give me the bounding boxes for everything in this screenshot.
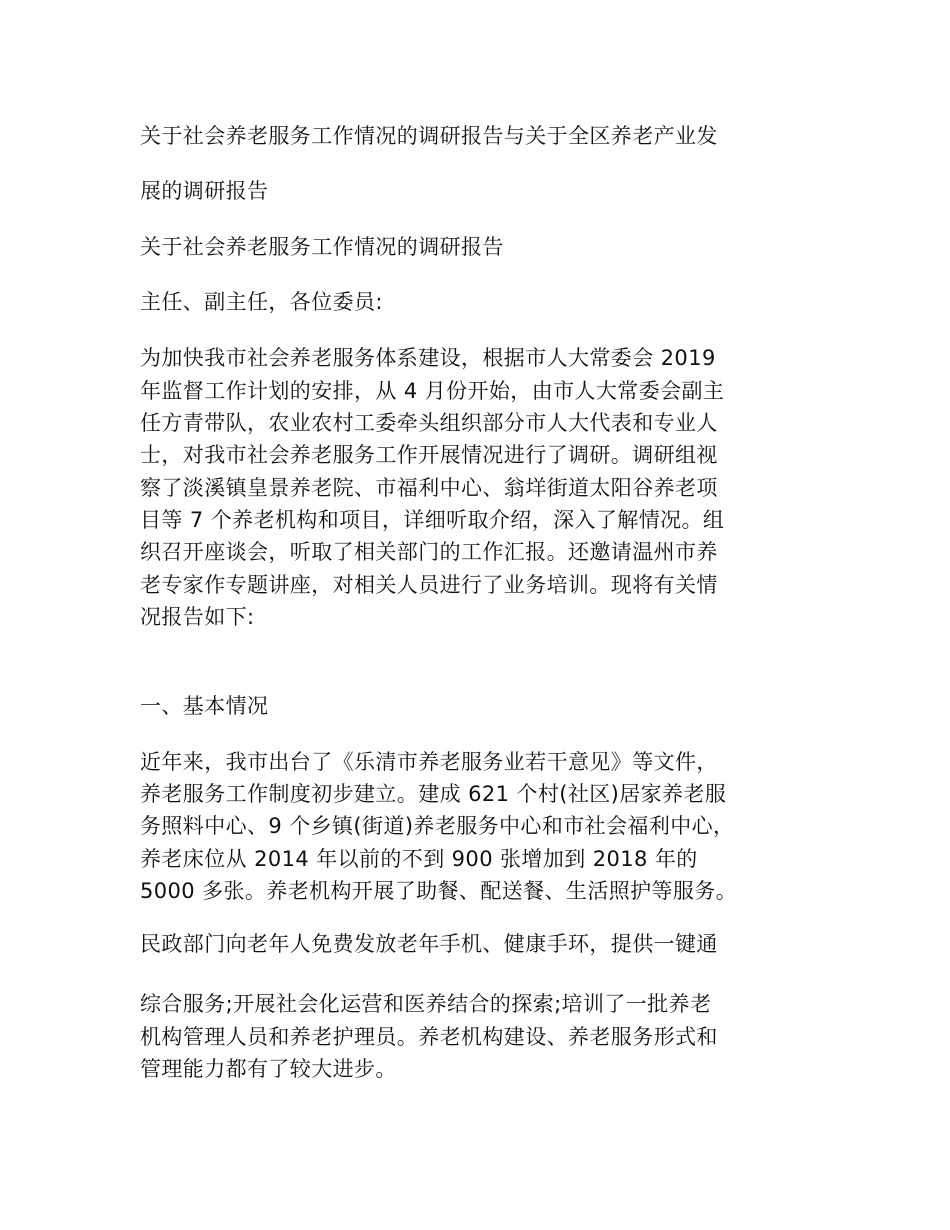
basic-paragraph-line-5: 5000 多张。养老机构开展了助餐、配送餐、生活照护等服务。 xyxy=(140,879,738,903)
intro-paragraph-line-4: 士，对我市社会养老服务工作开展情况进行了调研。调研组视 xyxy=(140,443,718,467)
section-heading: 一、基本情况 xyxy=(140,694,269,718)
basic-paragraph-line-2: 养老服务工作制度初步建立。建成 621 个村(社区)居家养老服 xyxy=(140,782,727,806)
intro-paragraph-line-9: 况报告如下: xyxy=(140,605,255,629)
salutation: 主任、副主任，各位委员: xyxy=(140,290,383,314)
intro-paragraph-line-6: 目等 7 个养老机构和项目，详细听取介绍，深入了解情况。组 xyxy=(140,508,725,532)
intro-paragraph-line-5: 察了淡溪镇皇景养老院、市福利中心、翁垟街道太阳谷养老项 xyxy=(140,476,718,500)
basic-paragraph-line-9: 管理能力都有了较大进步。 xyxy=(140,1057,397,1081)
document-title-line-2: 展的调研报告 xyxy=(140,179,269,203)
intro-paragraph-line-8: 老专家作专题讲座，对相关人员进行了业务培训。现将有关情 xyxy=(140,573,718,597)
intro-paragraph-line-7: 织召开座谈会，听取了相关部门的工作汇报。还邀请温州市养 xyxy=(140,540,718,564)
document-title-line-1: 关于社会养老服务工作情况的调研报告与关于全区养老产业发 xyxy=(140,124,718,148)
basic-paragraph-line-3: 务照料中心、9 个乡镇(街道)养老服务中心和市社会福利中心， xyxy=(140,814,735,838)
intro-paragraph-line-2: 年监督工作计划的安排，从 4 月份开始，由市人大常委会副主 xyxy=(140,379,725,403)
basic-paragraph-line-4: 养老床位从 2014 年以前的不到 900 张增加到 2018 年的 xyxy=(140,847,698,871)
intro-paragraph-line-3: 任方青带队，农业农村工委牵头组织部分市人大代表和专业人 xyxy=(140,411,718,435)
basic-paragraph-line-7: 综合服务;开展社会化运营和医养结合的探索;培训了一批养老 xyxy=(140,992,712,1016)
report-subtitle: 关于社会养老服务工作情况的调研报告 xyxy=(140,235,504,259)
basic-paragraph-line-1: 近年来，我市出台了《乐清市养老服务业若干意见》等文件， xyxy=(140,750,718,774)
intro-paragraph-line-1: 为加快我市社会养老服务体系建设，根据市人大常委会 2019 xyxy=(140,346,716,370)
basic-paragraph-line-8: 机构管理人员和养老护理员。养老机构建设、养老服务形式和 xyxy=(140,1025,718,1049)
basic-paragraph-line-6: 民政部门向老年人免费发放老年手机、健康手环，提供一键通 xyxy=(140,932,718,956)
